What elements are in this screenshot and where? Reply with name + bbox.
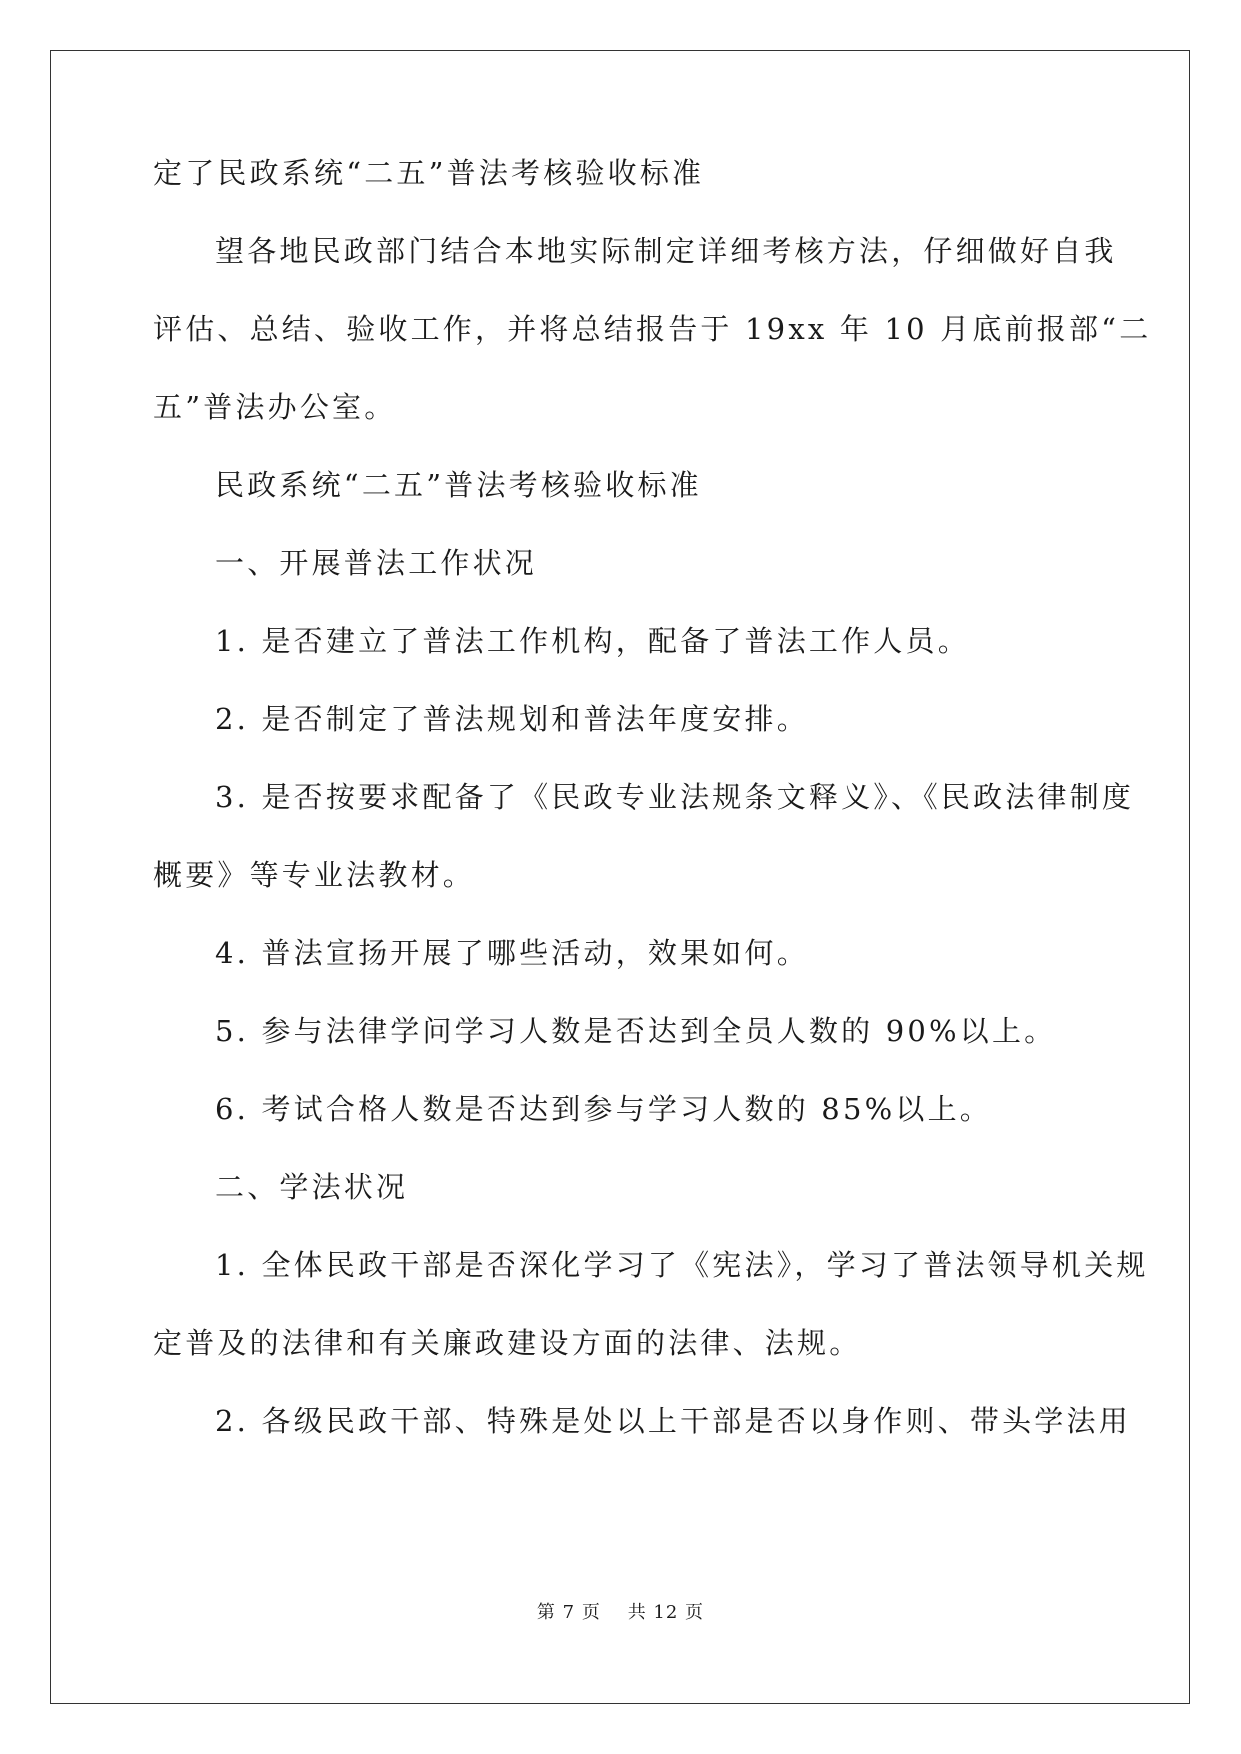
list-item: 6. 考试合格人数是否达到参与学习人数的 85%以上。 (215, 1092, 992, 1126)
list-item: 5. 参与法律学问学习人数是否达到全员人数的 90%以上。 (215, 1014, 1057, 1048)
list-item-continuation: 概要》等专业法教材。 (153, 858, 476, 892)
list-item-continuation: 定普及的法律和有关廉政建设方面的法律、法规。 (153, 1326, 862, 1360)
section-title: 民政系统“二五”普法考核验收标准 (215, 468, 702, 502)
list-item: 1. 是否建立了普法工作机构，配备了普法工作人员。 (215, 624, 970, 658)
section-heading: 一、开展普法工作状况 (215, 546, 538, 580)
list-item: 2. 各级民政干部、特殊是处以上干部是否以身作则、带头学法用 (215, 1404, 1131, 1438)
text-line: 望各地民政部门结合本地实际制定详细考核方法，仔细做好自我 (215, 234, 1117, 268)
text-line: 评估、总结、验收工作，并将总结报告于 19xx 年 10 月底前报部“二 (153, 312, 1152, 346)
section-heading: 二、学法状况 (215, 1170, 409, 1204)
list-item: 4. 普法宣扬开展了哪些活动，效果如何。 (215, 936, 809, 970)
text-line: 定了民政系统“二五”普法考核验收标准 (153, 156, 705, 190)
list-item: 1. 全体民政干部是否深化学习了《宪法》，学习了普法领导机关规 (215, 1248, 1149, 1282)
list-item: 3. 是否按要求配备了《民政专业法规条文释义》、《民政法律制度 (215, 780, 1135, 814)
page-footer: 第 7 页 共 12 页 (536, 1602, 705, 1623)
text-line: 五”普法办公室。 (153, 390, 397, 424)
list-item: 2. 是否制定了普法规划和普法年度安排。 (215, 702, 809, 736)
